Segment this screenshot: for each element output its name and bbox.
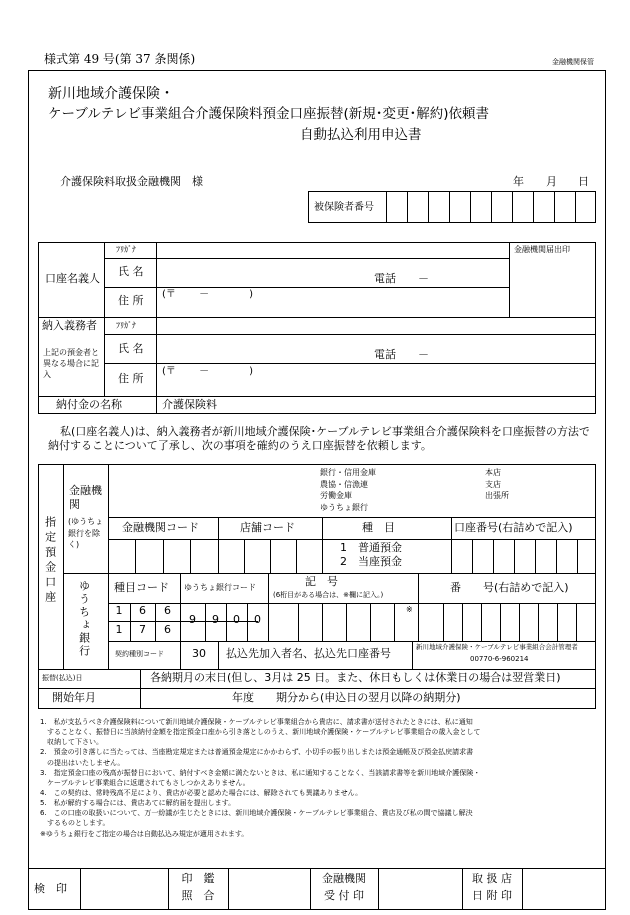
statement: 私(口座名義人)は、納入義務者が新川地域介護保険･ケーブルテレビ事業組合介護保険料を口座振替の方法で納付することについて了承し、次の事項を確約のうえ口座振替を依頼します。 bbox=[48, 425, 590, 453]
note-line: ※ゆうちょ銀行をご指定の場合は自動払込み規定が適用されます。 bbox=[40, 829, 249, 838]
holder-name-label: 氏 名 bbox=[118, 265, 144, 278]
handling-label-1: 取 扱 店 bbox=[472, 872, 512, 885]
receipt-label-1: 金融機関 bbox=[322, 872, 366, 885]
type-option-2[interactable]: 2 当座預金 bbox=[340, 555, 402, 568]
kind-code-cell: 6 bbox=[164, 604, 171, 617]
notes bbox=[40, 717, 481, 839]
col-branch-code: 店舗コード bbox=[240, 521, 295, 534]
yucho-code-cell: 9 bbox=[212, 613, 219, 626]
kind-code-cell: 6 bbox=[139, 604, 146, 617]
transfer-date-label: 振替(払込)日 bbox=[42, 674, 83, 682]
note-line: 6. この口座の取扱いについて、万一紛議が生じたときには、新川地域介護保険・ケーブルテレビ事業組合、貴店及び私の間で協議し解決 bbox=[40, 809, 473, 818]
contract-kind-value: 30 bbox=[192, 647, 206, 660]
payer-address-input[interactable] bbox=[157, 364, 595, 395]
contract-kind-label: 契約種別コード bbox=[115, 650, 164, 658]
col-type: 種 目 bbox=[362, 521, 395, 534]
start-value: 年度 期分から(申込日の翌月以降の納期分) bbox=[232, 691, 461, 704]
holder-section-label: 口座名義人 bbox=[45, 272, 100, 285]
note-line: 5. 私が解約する場合には、貴店あてに解約届を提出します。 bbox=[40, 799, 236, 808]
yucho-code-cell: 0 bbox=[254, 613, 261, 626]
payment-name-value: 介護保険料 bbox=[162, 398, 217, 411]
bank-types-1: 銀行・信用金庫 農協・信漁連 労働金庫 ゆうちょ銀行 bbox=[320, 468, 376, 512]
account-section-label: 指定預金口座 bbox=[43, 516, 57, 606]
yucho-code-cell: 9 bbox=[189, 613, 196, 626]
copy-label: 金融機関保管 bbox=[552, 58, 594, 66]
col-symbol: 記 号 bbox=[305, 575, 338, 588]
seal-label: 金融機関届出印 bbox=[514, 245, 570, 254]
holder-address-label: 住 所 bbox=[118, 294, 144, 307]
payer-section-label: 納入義務者 bbox=[42, 319, 97, 332]
note-line: 収納して下さい。 bbox=[40, 738, 103, 747]
kind-code-cell: 1 bbox=[115, 623, 123, 636]
title-line3: 自動払込利用申込書 bbox=[300, 127, 422, 143]
holder-postal: (〒 － ) bbox=[162, 289, 253, 300]
col-bank-code: 金融機関コード bbox=[122, 521, 199, 534]
start-label: 開始年月 bbox=[52, 691, 96, 704]
seal-check-label-1: 印 鑑 bbox=[181, 872, 215, 885]
insured-number-label: 被保険者番号 bbox=[314, 202, 374, 213]
col-kind-code: 種目コード bbox=[114, 581, 169, 594]
note-line: の提出はいたしません。 bbox=[40, 758, 125, 767]
col-number: 番 号(右詰めで記入) bbox=[450, 581, 569, 594]
note-line: 2. 預金の引き落しに当たっては、当座勘定規定または普通預金規定にかかわらず、小切手の振り出しまたは預金通帳及び預金払戻請求書 bbox=[40, 748, 474, 757]
kind-code-cell: 1 bbox=[115, 604, 123, 617]
handling-label-2: 日 附 印 bbox=[472, 889, 512, 902]
payer-postal: (〒 － ) bbox=[162, 366, 253, 377]
yucho-code-cell: 0 bbox=[233, 613, 240, 626]
note-line: 3. 指定預金口座の残高が振替日において、納付すべき金額に満たないときは、私に通知することなく、当該請求書等を新川地域介護保険・ bbox=[40, 768, 481, 777]
payer-name-label: 氏 名 bbox=[118, 342, 144, 355]
receipt-stamp-area[interactable] bbox=[379, 869, 461, 909]
col-yucho-code: ゆうちょ銀行コード bbox=[184, 583, 256, 592]
holder-furigana-input[interactable] bbox=[157, 243, 508, 257]
date-month: 月 bbox=[546, 175, 557, 188]
payer-phone-label: 電話 － bbox=[374, 348, 429, 361]
transfer-date-value: 各納期月の末日(但し、3月は 25 日。また、休日もしくは休業日の場合は翌営業日) bbox=[150, 671, 561, 684]
holder-address-input[interactable] bbox=[157, 288, 508, 316]
addressee-label: 介護保険料取扱金融機関 様 bbox=[60, 175, 203, 188]
title-line1: 新川地域介護保険・ bbox=[48, 86, 174, 102]
symbol-note: (6桁目がある場合は、※欄に記入。) bbox=[273, 591, 384, 599]
payer-note: 上記の預金者と異なる場合に記入 bbox=[43, 348, 99, 379]
payee-label: 払込先加入者名、払込先口座番号 bbox=[226, 647, 391, 660]
seal-area[interactable] bbox=[510, 256, 595, 316]
note-line: ケーブルテレビ事業組合に返還されてもさしつかえありません。 bbox=[40, 778, 250, 787]
receipt-label-2: 受 付 印 bbox=[324, 889, 364, 902]
yucho-label: ゆうちょ銀行 bbox=[77, 580, 91, 658]
seal-check-stamp-area[interactable] bbox=[229, 869, 309, 909]
asterisk-mark: ※ bbox=[406, 605, 413, 614]
payer-furigana-input[interactable] bbox=[157, 318, 595, 333]
note-line: 1. 私が支払うべき介護保険料について新川地域介護保険・ケーブルテレビ事業組合から貴店に、請求書が送付されたときには、私に通知 bbox=[40, 718, 473, 726]
holder-furigana-label: ﾌﾘｶﾞﾅ bbox=[116, 245, 136, 254]
col-account-no: 口座番号(右詰めで記入) bbox=[454, 521, 573, 534]
kind-code-cell: 6 bbox=[164, 623, 171, 636]
payee-name: 新川地域介護保険・ケーブルテレビ事業組合会計管理者 bbox=[416, 643, 578, 651]
payer-name-input[interactable] bbox=[157, 335, 357, 362]
holder-name-input[interactable] bbox=[157, 259, 357, 286]
bank-note: (ゆうちょ銀行を除く) bbox=[68, 517, 104, 550]
note-line: 4. この契約は、常時残高不足により、貴店が必要と認めた場合には、解除されても異議ありません。 bbox=[40, 788, 363, 797]
payment-name-label: 納付金の名称 bbox=[56, 398, 122, 411]
type-option-1[interactable]: 1 普通預金 bbox=[340, 541, 402, 554]
title-line2: ケーブルテレビ事業組合介護保険料預金口座振替(新規･変更･解約)依頼書 bbox=[48, 106, 490, 122]
bank-label: 金融機関 bbox=[69, 484, 102, 512]
kind-code-cell: 7 bbox=[139, 623, 146, 636]
date-day: 日 bbox=[578, 175, 589, 188]
payee-account: 00770-6-960214 bbox=[470, 655, 529, 663]
note-line: するものとします。 bbox=[40, 819, 110, 828]
payer-furigana-label: ﾌﾘｶﾞﾅ bbox=[116, 321, 136, 330]
branch-types: 本店 支店 出張所 bbox=[485, 468, 509, 501]
seal-check-label-2: 照 合 bbox=[181, 889, 215, 902]
note-line: することなく、振替日に当該納付金額を指定預金口座から引き落としのうえ、新川地域介護保険・ケーブルテレビ事業組合の歳入金として bbox=[40, 728, 481, 737]
date-year: 年 bbox=[513, 175, 524, 188]
form-number: 様式第 49 号(第 37 条関係) bbox=[44, 52, 196, 66]
holder-phone-label: 電話 － bbox=[374, 272, 429, 285]
handling-stamp-area[interactable] bbox=[523, 869, 605, 909]
inspect-stamp-area[interactable] bbox=[81, 869, 167, 909]
inspect-label: 検 印 bbox=[34, 882, 67, 895]
payer-address-label: 住 所 bbox=[118, 372, 144, 385]
